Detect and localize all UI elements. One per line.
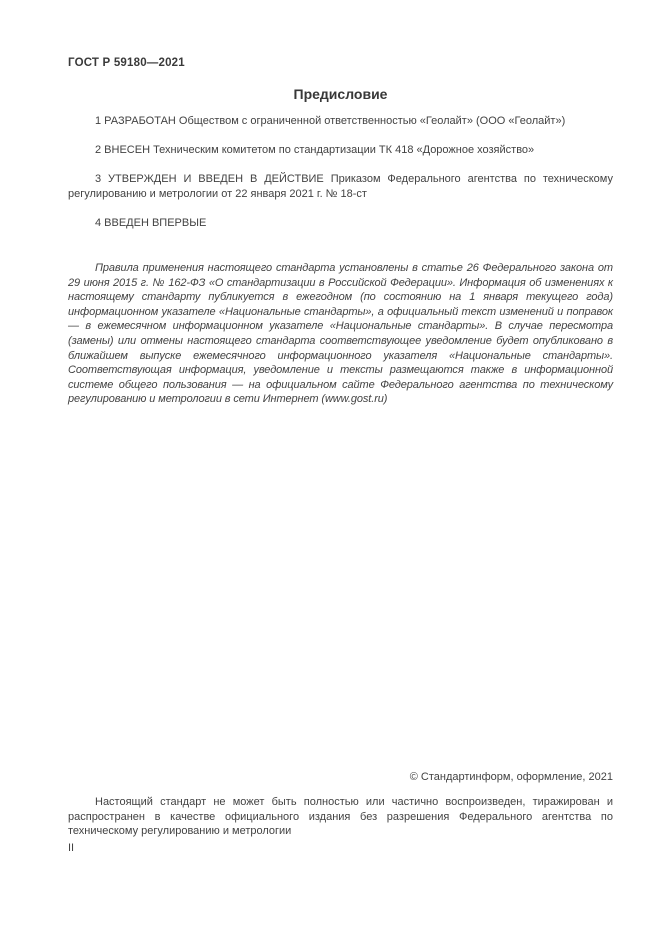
application-rules-notice: Правила применения настоящего стандарта установлены в статье 26 Федерального закона от 29 июня 2015 г. № 162-ФЗ «О стандартизации в Российской Федерации». Информация об изменениях к настоящему стандарту публикуется в ежегодном (по состоянию на 1 января текущего года) информационном указателе «Национальные стандарты», а официальный текст изменений и поправок — в ежемесячном информационном указателе «Национальные стандарты». В случае пересмотра (замены) или отмены настоящего стандарта соответствующее уведомление будет опубликовано в ближайшем выпуске ежемесячного информационного указателя «Национальные стандарты». Соответствующая информация, уведомление и тексты размещаются также в информационной системе общего пользования — на официальном сайте Федерального агентства по техническому регулированию и метрологии в сети Интернет (www.gost.ru) [68,262,613,406]
page-title: Предисловие [293,86,388,102]
copyright-line: © Стандартинформ, оформление, 2021 [409,771,613,783]
foreword-item: 3 УТВЕРЖДЕН И ВВЕДЕН В ДЕЙСТВИЕ Приказом Федерального агентства по техническому регулированию и метрологии от 22 января 2021 г. № 18-ст [68,173,613,200]
foreword-items [68,114,613,245]
foreword-item: 2 ВНЕСЕН Техническим комитетом по стандартизации ТК 418 «Дорожное хозяйство» [95,144,535,156]
reproduction-restriction-notice: Настоящий стандарт не может быть полностью или частично воспроизведен, тиражирован и распространен в качестве официального издания без разрешения Федерального агентства по техническому регулированию и метрологии [68,796,613,837]
foreword-item: 4 ВВЕДЕН ВПЕРВЫЕ [95,216,207,229]
foreword-item: 1 РАЗРАБОТАН Обществом с ограниченной ответственностью «Геолайт» (ООО «Геолайт») [95,115,566,127]
standard-designation: ГОСТ Р 59180—2021 [68,57,185,69]
page-number: II [68,842,75,854]
